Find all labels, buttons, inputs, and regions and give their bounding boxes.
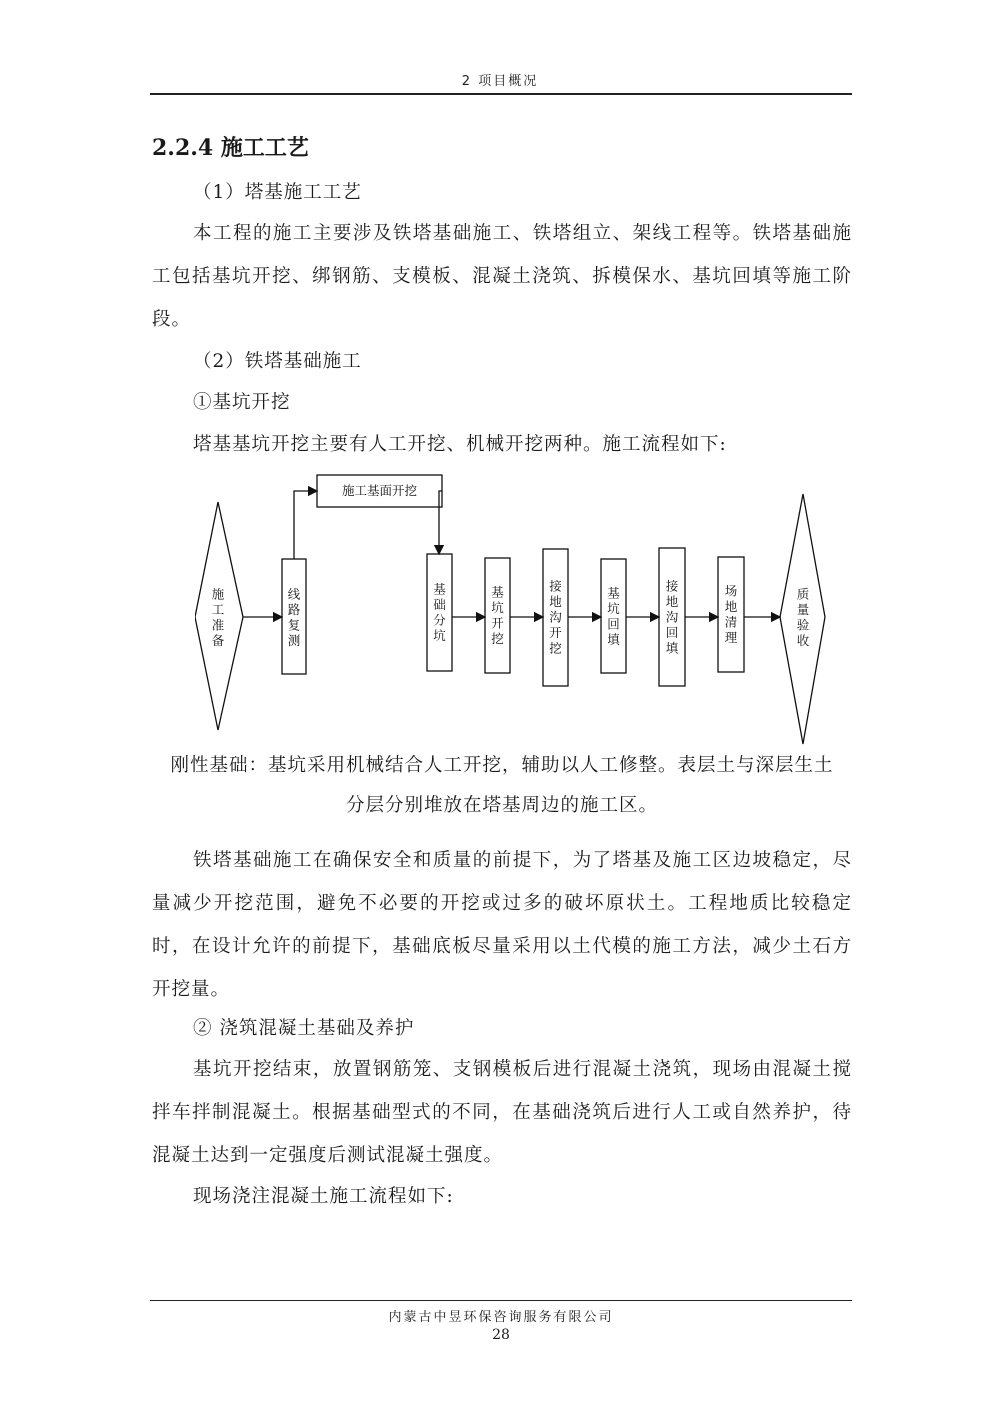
step-label-6: 场地清理 (724, 583, 738, 645)
paragraph-3: 铁塔基础施工在确保安全和质量的前提下，为了塔基及施工区边坡稳定，尽量减少开挖范围，避免不必要的开挖或过多的破坏原状土。工程地质比较稳定时，在设计允许的前提下，基础底板尽量采用以土代模的施工方法，减少土石方开挖量。 (152, 850, 852, 1000)
footer-company: 内蒙古中昱环保咨询服务有限公司 (388, 1310, 614, 1325)
step-label-5: 接地沟回填 (665, 578, 679, 656)
paragraph-2: 塔基基坑开挖主要有人工开挖、机械开挖两种。施工流程如下: (193, 434, 727, 455)
running-header: 2 项目概况 (461, 74, 539, 89)
page-number: 28 (492, 1327, 510, 1343)
excavation-flowchart (195, 472, 845, 747)
footer-rule (150, 1300, 852, 1301)
subsection-heading-2: （2）铁塔基础施工 (193, 351, 362, 372)
paragraph-5: 现场浇注混凝土施工流程如下: (193, 1186, 454, 1207)
survey-label: 线路复测 (287, 586, 301, 648)
item-heading-2: ② 浇筑混凝土基础及养护 (193, 1018, 415, 1039)
start-label: 施工准备 (211, 586, 225, 648)
end-label: 质量验收 (796, 586, 810, 648)
step-label-3: 接地沟开挖 (549, 578, 562, 656)
paragraph-1: 本工程的施工主要涉及铁塔基础施工、铁塔组立、架线工程等。铁塔基础施工包括基坑开挖、绑钢筋、支模板、混凝土浇筑、拆模保水、基坑回填等施工阶段。 (152, 223, 852, 330)
subsection-heading-1: （1）塔基施工工艺 (193, 182, 362, 203)
step-label-2: 基坑开挖 (491, 584, 504, 646)
item-heading-1: ①基坑开挖 (193, 392, 291, 413)
step-label-1: 基础分坑 (433, 581, 446, 643)
header-rule (150, 93, 852, 95)
step-label-4: 基坑回填 (607, 585, 620, 647)
excavation-top-label: 施工基面开挖 (341, 483, 418, 498)
paragraph-4: 基坑开挖结束，放置钢筋笼、支钢模板后进行混凝土浇筑，现场由混凝土搅拌车拌制混凝土。根据基础型式的不同，在基础浇筑后进行人工或自然养护，待混凝土达到一定强度后测试混凝土强度。 (152, 1059, 852, 1166)
figure-caption-line-2: 分层分别堆放在塔基周边的施工区。 (345, 795, 658, 816)
figure-caption-line-1: 刚性基础：基坑采用机械结合人工开挖，辅助以人工修整。表层土与深层生土 (170, 755, 834, 776)
section-title: 2.2.4 施工工艺 (152, 135, 309, 161)
